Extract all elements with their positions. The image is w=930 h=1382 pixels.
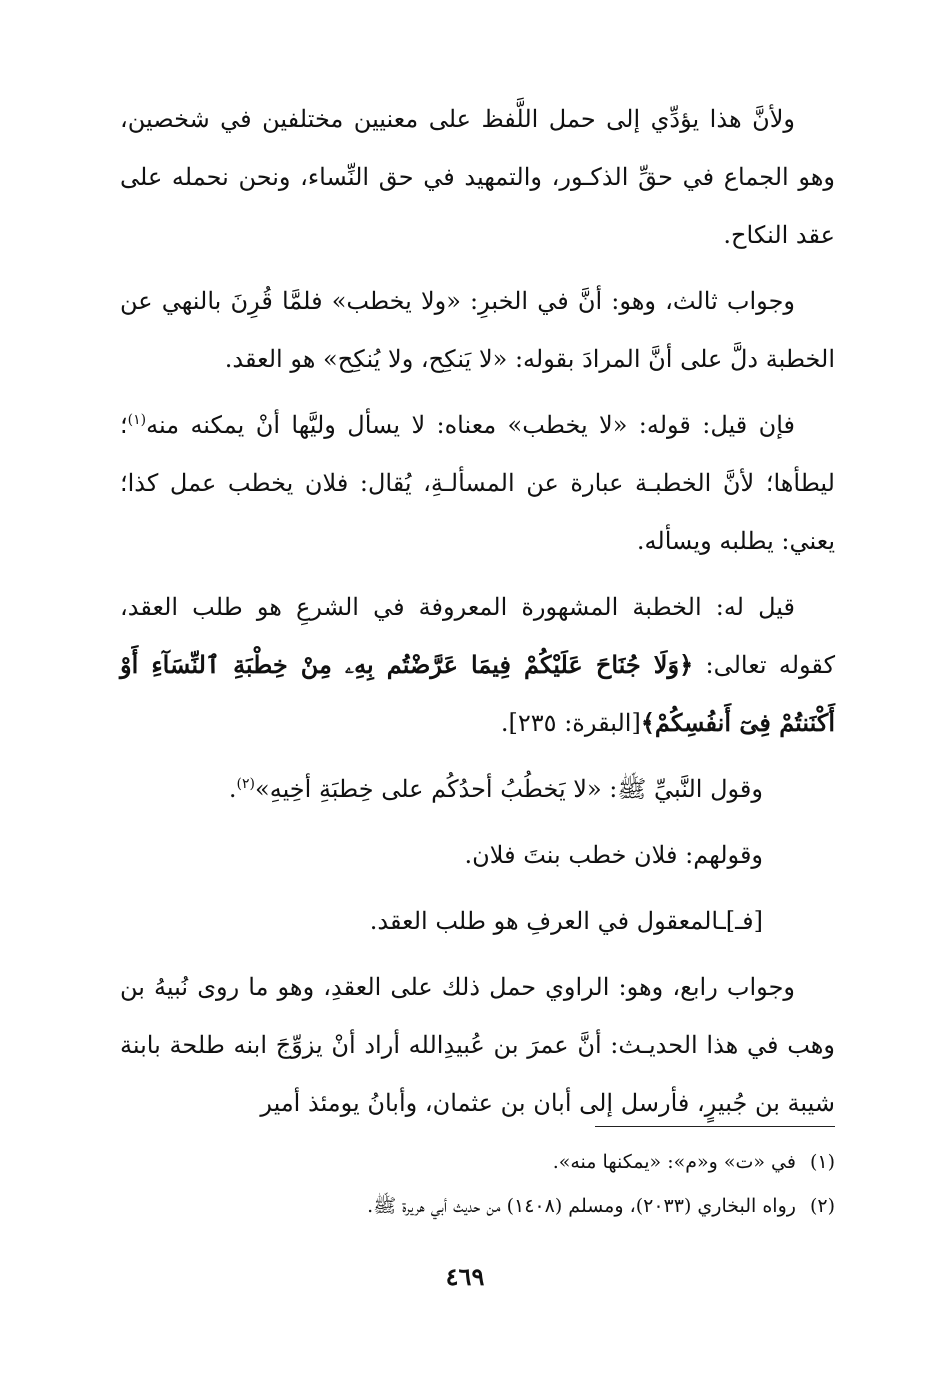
verse-citation: [البقرة: ٢٣٥]. [500, 709, 641, 737]
paragraph-5 [120, 760, 835, 818]
footnote-number: (١) [809, 1151, 835, 1173]
page-number: ٤٦٩ [445, 1262, 485, 1291]
footnote-number: (٢) [809, 1195, 835, 1217]
paragraph-4-text-a: قيل له: الخطبة المشهورة المعروفة في الشرعِ هو طلب العقد، كقوله تعالى: [120, 593, 836, 679]
footnote-ref-2: (٢) [236, 776, 256, 792]
footnote-text: في «ت» و«م»: «يمكنها منه». [552, 1151, 796, 1173]
paragraph-5-text-b: . [228, 775, 237, 803]
paragraph-4 [120, 578, 835, 752]
footnote-text: رواه البخاري (٢٠٣٣)، ومسلم (١٤٠٨) من حديث أبي هريرة ﷺ. [367, 1195, 796, 1217]
paragraph-1: ولأنَّ هذا يؤدِّي إلى حمل اللَّفظ على معنيين مختلفين في شخصين، وهو الجماع في حقِّ الذكـور، والتمهيد في حق النِّساء، ونحن نحمله على عقد النكاح. [120, 105, 835, 249]
paragraph-6: وقولهم: فلان خطب بنتَ فلان. [464, 841, 763, 869]
paragraph-3-text-a: فإن قيل: قوله: «لا يخطب» معناه: لا يسأل وليَّها أنْ يمكنه منه [146, 411, 795, 439]
quran-verse: ﴿وَلَا جُنَاحَ عَلَيْكُمْ فِيمَا عَرَّضْتُم بِهِۦ مِنْ خِطْبَةِ ٱلنِّسَآءِ أَوْ أَكْنَنتُمْ فِىٓ أَنفُسِكُمْ﴾ [120, 650, 835, 737]
footnote-1 [120, 1140, 835, 1184]
paragraph-2: وجواب ثالث، وهو: أنَّ في الخبرِ: «ولا يخطب» فلمَّا قُرِنَ بالنهي عن الخطبة دلَّ على أنَّ المرادَ بقوله: «لا يَنكِح، ولا يُنكِح» هو العقد. [120, 287, 835, 373]
paragraph-5-text-a: وقول النَّبيِّ ﷺ: «لا يَخطُبُ أحدُكُم على خِطبَةِ أخِيهِ» [255, 775, 763, 803]
footnote-2 [120, 1184, 835, 1228]
footnotes [120, 1140, 835, 1228]
paragraph-8: وجواب رابع، وهو: الراوي حمل ذلك على العقدِ، وهو ما روى نُبيهُ بن وهب في هذا الحديـث: أنَّ عمرَ بن عُبيدِالله أراد أنْ يزوِّجَ ابنه طلحة بابنة شيبة بن جُبيرٍ، فأرسل إلى أبان بن عثمان، وأبانُ يومئذ أمير [120, 973, 835, 1117]
paragraph-7: [فـ]ـالمعقول في العرفِ هو طلب العقد. [369, 907, 763, 935]
paragraph-3-text-b: ؛ ليطأها؛ لأنَّ الخطبـة عبارة عن المسألـةِ، يُقال: فلان يخطب عمل كذا؛ يعني: يطلبه ويسأله. [120, 411, 835, 555]
paragraph-3 [120, 396, 835, 570]
footnote-ref-1: (١) [127, 412, 147, 428]
page-body [120, 90, 835, 1140]
footnote-divider [595, 1126, 835, 1127]
